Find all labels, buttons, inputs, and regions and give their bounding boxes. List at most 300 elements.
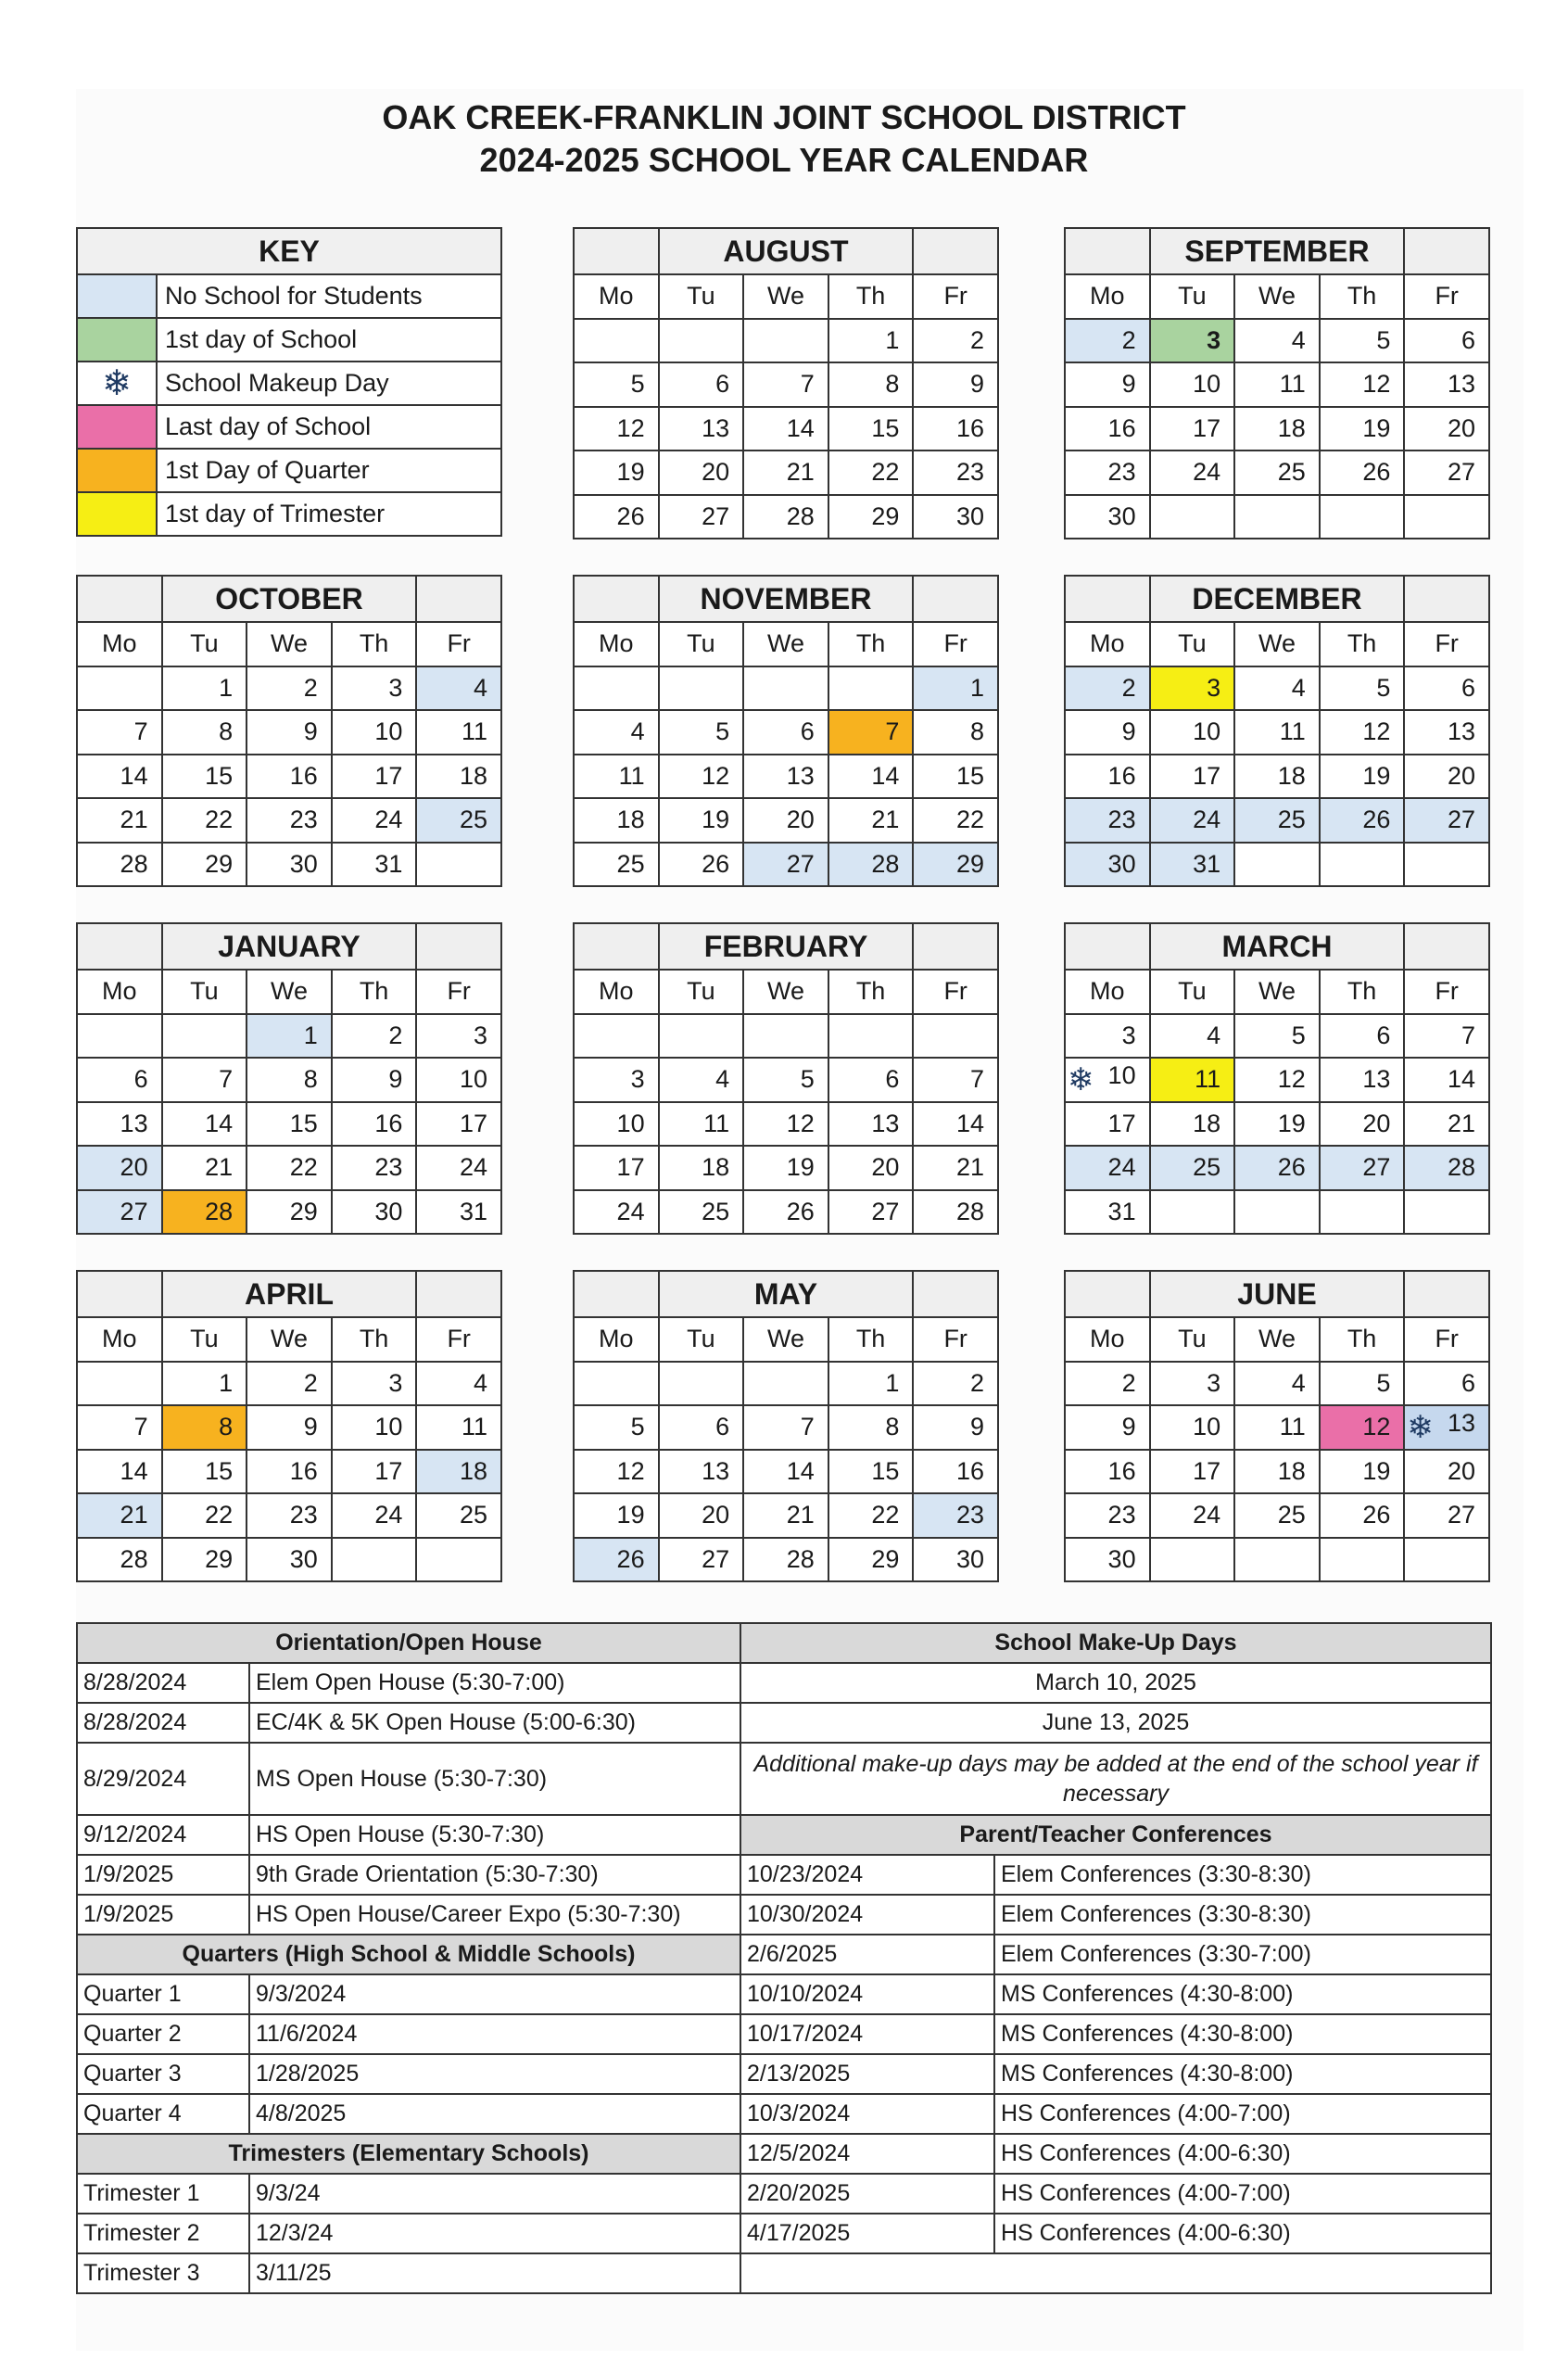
weekday-label: We [247,1317,332,1362]
day-cell: 29 [162,1538,247,1582]
weekday-label: Fr [1404,970,1489,1014]
day-cell: 2 [913,319,998,363]
day-cell [162,1014,247,1059]
orientation-event: HS Open House/Career Expo (5:30-7:30) [249,1895,740,1935]
quarter-date: 1/28/2025 [249,2054,740,2094]
weekday-label: Mo [574,622,659,666]
day-cell: 18 [1234,755,1320,799]
day-cell [77,666,162,711]
weekday-label: Mo [1065,622,1150,666]
day-cell: 3 [1150,666,1235,711]
day-cell: 16 [913,407,998,451]
day-cell: 24 [1150,1493,1235,1538]
month-header-spacer [1065,1271,1150,1317]
day-cell: 25 [1234,450,1320,495]
day-cell: 13 [659,407,744,451]
day-cell [1320,1190,1405,1235]
month-header-spacer [574,228,659,274]
day-cell [828,1014,914,1059]
month-header-spacer [1065,576,1150,622]
day-cell [1150,495,1235,539]
day-cell: 24 [416,1146,501,1190]
month-december [1064,575,1490,887]
day-cell: 16 [1065,407,1150,451]
day-cell: 9 [1065,362,1150,407]
day-cell: 13 [1404,362,1489,407]
conference-date: 10/17/2024 [740,2014,994,2054]
day-cell: 20 [1404,407,1489,451]
day-cell: 15 [913,755,998,799]
day-cell: 14 [743,1450,828,1494]
day-cell: 29 [162,843,247,887]
month-header-spacer [1404,1271,1489,1317]
month-header-spacer [1065,228,1150,274]
day-cell: 20 [659,450,744,495]
day-cell [1150,1538,1235,1582]
day-cell: 3 [1065,1014,1150,1059]
month-header-spacer [77,923,162,970]
weekday-label: We [1234,274,1320,319]
day-cell: 11 [1234,1405,1320,1450]
day-cell: 22 [913,798,998,843]
day-cell: 23 [913,450,998,495]
conference-date: 2/20/2025 [740,2174,994,2214]
day-cell: 25 [574,843,659,887]
day-cell [1234,1190,1320,1235]
day-cell [1150,1190,1235,1235]
day-cell: 27 [659,1538,744,1582]
day-cell: 7 [162,1058,247,1102]
month-header-spacer [574,576,659,622]
day-cell: 14 [1404,1058,1489,1102]
snowflake-icon: ❄ [102,364,132,403]
events-table [76,1622,1492,2294]
day-cell: 31 [1150,843,1235,887]
month-may [573,1270,999,1582]
day-cell: 6 [828,1058,914,1102]
conference-event: Elem Conferences (3:30-8:30) [994,1855,1491,1895]
day-cell: 13 [1404,710,1489,755]
makeup-day: March 10, 2025 [740,1663,1491,1703]
weekday-label: Mo [1065,970,1150,1014]
day-cell: 15 [162,755,247,799]
day-cell: 1 [913,666,998,711]
day-cell: 20 [828,1146,914,1190]
day-cell: 21 [828,798,914,843]
day-cell: 22 [828,1493,914,1538]
weekday-label: We [247,970,332,1014]
day-cell: 14 [743,407,828,451]
weekday-label: Mo [1065,274,1150,319]
day-cell: 12 [574,407,659,451]
day-cell: 23 [913,1493,998,1538]
day-cell: 29 [913,843,998,887]
weekday-label: Th [828,970,914,1014]
day-cell: 30 [332,1190,417,1235]
day-cell: 16 [247,755,332,799]
conference-event: MS Conferences (4:30-8:00) [994,2054,1491,2094]
day-cell: 25 [659,1190,744,1235]
day-cell: 8 [828,1405,914,1450]
day-cell: 28 [77,843,162,887]
weekday-label: Tu [1150,1317,1235,1362]
weekday-label: Fr [1404,1317,1489,1362]
day-cell: 22 [162,798,247,843]
day-cell: 5 [659,710,744,755]
day-cell: 17 [1150,755,1235,799]
day-cell: 30 [247,843,332,887]
key-swatch [77,274,157,318]
day-cell: 11 [659,1102,744,1147]
key-row [77,274,501,318]
month-name: OCTOBER [162,576,417,622]
day-cell: 19 [1320,1450,1405,1494]
conference-event: Elem Conferences (3:30-8:30) [994,1895,1491,1935]
weekday-label: Mo [77,970,162,1014]
day-cell: 24 [1150,450,1235,495]
weekday-label: Fr [913,274,998,319]
key-row [77,318,501,362]
conferences-heading: Parent/Teacher Conferences [740,1815,1491,1855]
weekday-label: Fr [1404,622,1489,666]
month-june [1064,1270,1490,1582]
day-cell: 26 [743,1190,828,1235]
day-cell [332,1538,417,1582]
key-label: 1st Day of Quarter [157,449,501,492]
day-cell: 10 [1150,710,1235,755]
day-cell: 2 [247,1362,332,1406]
day-cell: 29 [828,495,914,539]
orientation-date: 8/28/2024 [77,1703,249,1743]
day-cell: 31 [416,1190,501,1235]
quarter-date: 9/3/2024 [249,1974,740,2014]
day-cell [1234,1538,1320,1582]
day-cell: 17 [332,1450,417,1494]
trimester-date: 9/3/24 [249,2174,740,2214]
day-cell: 6 [743,710,828,755]
month-header-spacer [913,576,998,622]
conference-event: MS Conferences (4:30-8:00) [994,1974,1491,2014]
conference-date: 12/5/2024 [740,2134,994,2174]
day-number: 13 [1447,1408,1475,1437]
weekday-label: Tu [1150,274,1235,319]
day-cell [743,1014,828,1059]
snowflake-icon: ❄ [1407,1409,1434,1445]
conference-event: HS Conferences (4:00-7:00) [994,2094,1491,2134]
day-cell: 18 [416,1450,501,1494]
day-cell: 25 [416,798,501,843]
day-cell [743,666,828,711]
day-cell: 17 [416,1102,501,1147]
day-cell [1404,1190,1489,1235]
day-cell: 10 [332,1405,417,1450]
day-cell: 4 [1234,666,1320,711]
conference-date: 2/6/2025 [740,1935,994,1974]
weekday-label: Tu [1150,970,1235,1014]
day-cell: 11 [1234,362,1320,407]
month-name: SEPTEMBER [1150,228,1405,274]
day-cell: 20 [659,1493,744,1538]
day-cell [659,666,744,711]
day-cell: 28 [743,1538,828,1582]
conference-event: HS Conferences (4:00-6:30) [994,2134,1491,2174]
weekday-label: Tu [162,970,247,1014]
day-cell: 11 [574,755,659,799]
day-cell: 15 [828,1450,914,1494]
weekday-label: Tu [1150,622,1235,666]
day-cell: 10 [574,1102,659,1147]
day-cell [1404,495,1489,539]
day-cell: 14 [913,1102,998,1147]
day-cell: 7 [743,1405,828,1450]
day-cell: 13 [659,1450,744,1494]
day-cell: 10 [416,1058,501,1102]
day-cell: 7 [1404,1014,1489,1059]
weekday-label: Th [828,1317,914,1362]
day-cell: 3 [332,1362,417,1406]
day-cell: 22 [162,1493,247,1538]
day-cell: 19 [574,1493,659,1538]
day-cell: 26 [1320,450,1405,495]
month-name: MARCH [1150,923,1405,970]
weekday-label: We [743,622,828,666]
orientation-event: MS Open House (5:30-7:30) [249,1743,740,1815]
day-cell: 8 [913,710,998,755]
day-cell: 9 [913,1405,998,1450]
day-cell: 16 [332,1102,417,1147]
day-cell: 27 [1404,450,1489,495]
day-cell: 27 [828,1190,914,1235]
day-cell: 3 [1150,1362,1235,1406]
day-cell: 16 [913,1450,998,1494]
day-cell: 25 [1234,1493,1320,1538]
day-cell: 9 [913,362,998,407]
weekday-label: Th [1320,622,1405,666]
day-cell: 14 [77,755,162,799]
day-cell: 30 [1065,843,1150,887]
month-october [76,575,502,887]
key-label: No School for Students [157,274,501,318]
day-cell: 3 [332,666,417,711]
weekday-label: Tu [659,622,744,666]
month-name: APRIL [162,1271,417,1317]
weekday-label: Th [1320,970,1405,1014]
day-cell: 21 [77,1493,162,1538]
day-cell: 21 [162,1146,247,1190]
day-cell: 18 [416,755,501,799]
weekday-label: Tu [659,970,744,1014]
weekday-label: Th [828,622,914,666]
conference-event: HS Conferences (4:00-6:30) [994,2214,1491,2253]
day-cell: 22 [247,1146,332,1190]
day-cell: 14 [77,1450,162,1494]
key-label: School Makeup Day [157,362,501,405]
day-cell: 28 [828,843,914,887]
weekday-label: We [743,274,828,319]
month-name: DECEMBER [1150,576,1405,622]
day-cell: 7 [743,362,828,407]
day-cell: 31 [332,843,417,887]
day-cell: 23 [1065,450,1150,495]
day-cell: 5 [743,1058,828,1102]
day-cell: 31 [1065,1190,1150,1235]
day-cell: 7 [913,1058,998,1102]
day-cell: 27 [743,843,828,887]
day-cell: 23 [1065,1493,1150,1538]
day-cell: 6 [1404,666,1489,711]
trimester-date: 12/3/24 [249,2214,740,2253]
district-title: OAK CREEK-FRANKLIN JOINT SCHOOL DISTRICT [382,98,1186,136]
day-cell [659,1362,744,1406]
day-cell: 12 [1234,1058,1320,1102]
month-header-spacer [913,228,998,274]
day-cell: 20 [1404,755,1489,799]
weekday-label: Fr [913,622,998,666]
day-cell: 18 [574,798,659,843]
day-cell: 5 [1320,1362,1405,1406]
weekday-label: Th [332,622,417,666]
day-cell: 30 [1065,1538,1150,1582]
key-swatch [77,492,157,536]
day-cell: 2 [247,666,332,711]
conference-date: 10/30/2024 [740,1895,994,1935]
weekday-label: We [247,622,332,666]
quarter-label: Quarter 4 [77,2094,249,2134]
weekday-label: Th [332,970,417,1014]
day-cell: 14 [162,1102,247,1147]
day-cell: 20 [77,1146,162,1190]
day-cell: 8 [162,710,247,755]
month-name: NOVEMBER [659,576,914,622]
month-header-spacer [416,576,501,622]
day-cell: 29 [828,1538,914,1582]
day-cell: 30 [913,495,998,539]
key-title: KEY [77,228,501,274]
day-cell: 27 [1320,1146,1405,1190]
day-cell: 26 [659,843,744,887]
day-cell: 3 [1150,319,1235,363]
day-cell: 10 [1150,1405,1235,1450]
day-cell: 30 [247,1538,332,1582]
day-cell: 28 [913,1190,998,1235]
conference-event: HS Conferences (4:00-7:00) [994,2174,1491,2214]
day-cell: 17 [574,1146,659,1190]
day-cell: 26 [1234,1146,1320,1190]
day-cell: 12 [1320,1405,1405,1450]
quarter-date: 4/8/2025 [249,2094,740,2134]
day-cell: 11 [1234,710,1320,755]
month-name: FEBRUARY [659,923,914,970]
day-cell: 6 [659,1405,744,1450]
orientation-date: 8/29/2024 [77,1743,249,1815]
day-cell [659,1014,744,1059]
day-number: 10 [1107,1060,1136,1089]
key-row [77,449,501,492]
weekday-label: Fr [416,622,501,666]
orientation-event: EC/4K & 5K Open House (5:00-6:30) [249,1703,740,1743]
day-cell: 27 [1404,798,1489,843]
makeup-day: June 13, 2025 [740,1703,1491,1743]
day-cell: 8 [247,1058,332,1102]
day-cell: 3 [574,1058,659,1102]
day-cell: 1 [828,319,914,363]
orientation-date: 1/9/2025 [77,1855,249,1895]
day-cell: 9 [1065,710,1150,755]
day-cell: 13 [743,755,828,799]
day-cell: 7 [828,710,914,755]
day-cell: 8 [162,1405,247,1450]
day-cell: 9 [332,1058,417,1102]
orientation-event: 9th Grade Orientation (5:30-7:30) [249,1855,740,1895]
day-cell: 12 [1320,362,1405,407]
conference-date: 10/10/2024 [740,1974,994,2014]
month-september [1064,227,1490,539]
day-cell: 23 [1065,798,1150,843]
month-header-spacer [416,923,501,970]
day-cell: 19 [1320,407,1405,451]
month-august [573,227,999,539]
day-cell: 4 [659,1058,744,1102]
day-cell [1404,1538,1489,1582]
day-cell: 4 [1150,1014,1235,1059]
day-cell: 18 [1150,1102,1235,1147]
day-cell: 10 [1150,362,1235,407]
day-cell: 27 [1404,1493,1489,1538]
day-cell: 28 [162,1190,247,1235]
quarter-date: 11/6/2024 [249,2014,740,2054]
empty-cell [740,2253,1491,2293]
weekday-label: Fr [416,970,501,1014]
key-row [77,492,501,536]
orientation-event: HS Open House (5:30-7:30) [249,1815,740,1855]
day-cell: 21 [743,1493,828,1538]
day-cell: 12 [1320,710,1405,755]
month-name: JANUARY [162,923,417,970]
weekday-label: Tu [162,622,247,666]
day-cell: 13 [828,1102,914,1147]
day-cell [574,319,659,363]
month-march [1064,922,1490,1235]
key-label: Last day of School [157,405,501,449]
conference-event: Elem Conferences (3:30-7:00) [994,1935,1491,1974]
day-cell: 6 [1404,319,1489,363]
day-cell: 16 [1065,1450,1150,1494]
day-cell: 12 [743,1102,828,1147]
day-cell: 6 [1404,1362,1489,1406]
key-legend [76,227,502,537]
day-cell: 2 [332,1014,417,1059]
day-cell: 1 [162,666,247,711]
key-swatch [77,362,157,405]
day-cell: 15 [162,1450,247,1494]
weekday-label: Fr [416,1317,501,1362]
conference-date: 2/13/2025 [740,2054,994,2094]
trimester-date: 3/11/25 [249,2253,740,2293]
day-cell: 14 [828,755,914,799]
day-cell: 1 [247,1014,332,1059]
trimester-label: Trimester 1 [77,2174,249,2214]
day-cell: 30 [913,1538,998,1582]
weekday-label: Tu [162,1317,247,1362]
day-cell: 18 [659,1146,744,1190]
day-cell: 19 [743,1146,828,1190]
day-cell: 25 [1150,1146,1235,1190]
day-cell: 17 [332,755,417,799]
day-cell [1234,495,1320,539]
day-cell: 2 [1065,666,1150,711]
month-name: JUNE [1150,1271,1405,1317]
weekday-label: We [743,970,828,1014]
